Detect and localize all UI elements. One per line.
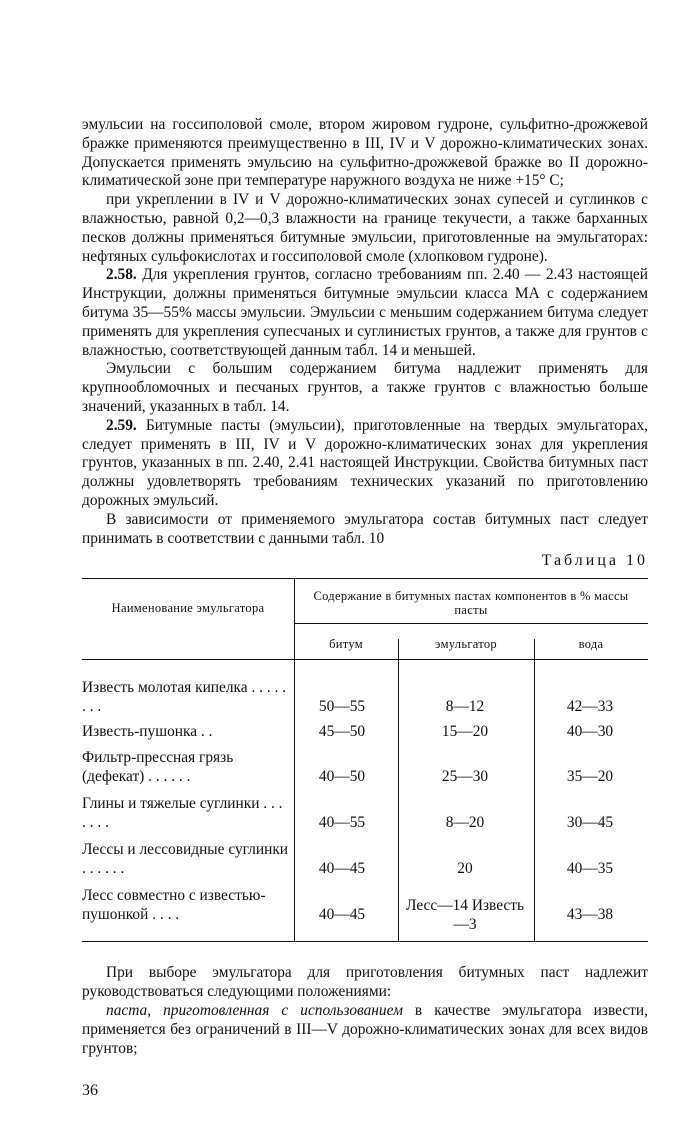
- paragraph-2-58: [82, 266, 648, 360]
- table-cell-water: 43—38: [566, 906, 614, 924]
- table-cell-bitum: 40—45: [318, 906, 366, 924]
- clause-number: 2.58.: [106, 266, 137, 284]
- table-cell-bitum: 40—55: [318, 814, 366, 832]
- table-cell-bitum: 45—50: [318, 723, 366, 741]
- header-emulsifier-name: Наименование эмульгатора: [111, 601, 265, 616]
- table-cell-emulsifier: 8—12: [445, 698, 485, 716]
- clause-text: Битумные пасты (эмульсии), приготовленные на твердых эмульгаторах, следует применять в III, IV и V дорожно-климатических зонах для укрепления грунтов, указанных в пп. 2.40, 2.41 настоящей Инструкции. Свойства битумных паст должны удовлетворять требованиям технических указаний по приготовлению дорожных эмульсий.: [82, 416, 648, 509]
- paragraph-reinforcement: при укреплении в IV и V дорожно-климатических зонах супесей и суглинков с влажностью, равной 0,2—0,3 влажности на границе текучести, а также барханных песков должны применяться битумные эмульсии, приготовленные на эмульгаторах: нефтяных сульфокислотах и госсиполовой смоле (хлопковом гудроне).: [82, 191, 648, 265]
- paragraph-continued: эмульсии на госсиполовой смоле, втором жировом гудроне, сульфитно-дрожжевой бражке применяются преимущественно в III, IV и V дорожно-климатических зонах. Допускается применять эмульсию на сульфитно-дрожжевой бражке во II дорожно-климатической зоне при температуре наружного воздуха не ниже +15° С;: [82, 116, 648, 190]
- table-row-name: Глины и тяжелые суглинки . . . . . . .: [82, 795, 283, 832]
- paragraph-after-table: При выборе эмульгатора для приготовления битумных паст надлежит руководствоваться следующими положениями:: [82, 964, 648, 1001]
- table-row-name: Лесс совместно с известью-пушонкой . . . .: [82, 887, 266, 924]
- clause-text: Для укрепления грунтов, согласно требованиям пп. 2.40 — 2.43 настоящей Инструкции, должны применяться битумные эмульсии класса МА с содержанием битума 35—55% массы эмульсии. Эмульсии с меньшим содержанием битума следует применять для укрепления супесчаных и суглинистых грунтов, а также для грунтов с влажностью, соответствующей данным табл. 14 и меньшей.: [82, 266, 648, 359]
- table-rule-horizontal: [294, 623, 648, 624]
- emphasis-text: паста, приготовленная с использованием: [106, 1001, 403, 1019]
- table-10: [82, 578, 648, 942]
- table-caption: Таблица 10: [541, 552, 648, 570]
- table-rule-horizontal: [82, 659, 648, 660]
- page-number: 36: [82, 1082, 98, 1099]
- table-row-name: Лессы и лессовидные суглинки . . . . . .: [82, 841, 289, 878]
- table-cell-emulsifier: 25—30: [441, 768, 489, 786]
- table-cell-water: 40—30: [566, 723, 614, 741]
- header-emulsifier: эмульгатор: [435, 637, 497, 652]
- table-cell-emulsifier: 15—20: [441, 723, 489, 741]
- table-row-name: Известь-пушонка . .: [82, 723, 213, 741]
- table-rule-vertical: [398, 639, 399, 941]
- paragraph-lime-paste: [82, 1002, 648, 1058]
- table-cell-bitum: 50—55: [318, 698, 366, 716]
- paragraph-2-58-continued: Эмульсии с большим содержанием битума надлежит применять для крупнообломочных и песчаных грунтов, а также грунтов с влажностью больше значений, указанных в табл. 14.: [82, 360, 648, 415]
- table-cell-emulsifier: 20: [457, 860, 473, 878]
- table-rule-vertical: [294, 579, 295, 941]
- table-cell-water: 30—45: [566, 814, 614, 832]
- table-cell-water: 40—35: [566, 860, 614, 878]
- header-bitum: битум: [329, 637, 363, 652]
- table-cell-bitum: 40—50: [318, 768, 366, 786]
- table-row-name: Известь молотая кипелка . . . . . . . .: [82, 679, 287, 716]
- header-water: вода: [578, 637, 604, 652]
- paragraph-text: в качестве эмульгатора извести, применяется без ограничений в III—V дорожно-климатических зонах для всех видов грунтов;: [82, 1001, 648, 1057]
- table-cell-emulsifier: Лесс—14 Известь—3: [405, 897, 524, 934]
- header-component-content: Содержание в битумных пастах компонентов в % массы пасты: [313, 589, 629, 618]
- clause-number: 2.59.: [106, 416, 137, 434]
- table-cell-bitum: 40—45: [318, 860, 366, 878]
- table-rule-vertical: [534, 639, 535, 941]
- table-cell-water: 35—20: [566, 768, 614, 786]
- table-row-name: Фильтр-прессная грязь (дефекат) . . . . . .: [82, 749, 234, 786]
- table-cell-emulsifier: 8—20: [445, 814, 485, 832]
- paragraph-2-59-continued: В зависимости от применяемого эмульгатора состав битумных паст следует принимать в соответствии с данными табл. 10: [82, 510, 648, 547]
- paragraph-2-59: [82, 417, 648, 511]
- table-cell-water: 42—33: [566, 698, 614, 716]
